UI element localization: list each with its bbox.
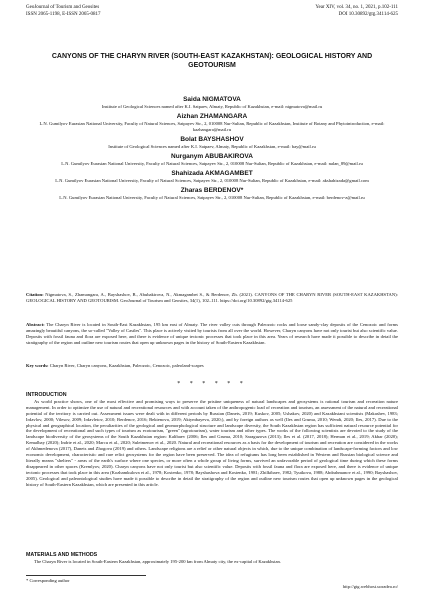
author-affiliation: Institute of Geological Sciences named after K.I. Satpaev, Almaty, Republic of Kazakhstan, e-mail: nigmatova@mail.ru	[101, 104, 323, 109]
issn: ISSN 2065-1198, E-ISSN 2065-0817	[26, 11, 101, 17]
author-name: Bolat BAYSHASHOV	[180, 136, 244, 143]
methods-section	[26, 553, 398, 565]
author-affiliation: Institute of Geological Sciences named after K.I. Satpaev, Almaty, Republic of Kazakhstan, e-mail: bay@mail.ru	[108, 144, 316, 149]
author-affiliation: L.N. Gumilyov Eurasian National University, Faculty of Natural Sciences, Satpayev Str., 2, 010008 Nur-Sultan, Republic of Kazakhstan, e-mail: nalan_89@mail.ru	[61, 161, 363, 166]
journal-header-left	[26, 5, 101, 18]
author-name: Saida NIGMATOVA	[183, 96, 241, 103]
introduction-text: As world practice shows, one of the most effective and promising ways to preserve the pristine uniqueness of natural landscapes and geosystems is rational tourism and recreation nature management. In order to optimize the use of natural and recreational resources and with account taken of the anthropogenic load of recreation and tourism, an assessment of the natural and recreational potential of the territory is carried out. Assessment issues were dealt with in different periods by Russian (Danets, 2019; Kuskov, 2005; Ushakov, 2020) and Kazakhstani scientists (Makashev, 1983; Irdavlov, 2000; Vilesov, 2009; Irdavletov, 2010; Berdenov, 2016; Bektenova, 2019; Aktymbayeva, 2020;), and by foreign authors as well (Iles and Gruma, 2010; Wendt, 2020; Iles, 2017). Due to the physical and geographical location, the peculiarities of the geological and geomorphological structure and landscape diversity, the South Kazakhstan region has sufficient natural resource potential for the development of recreational and such types of tourism as ecotourism, "green" (agrotourism), water tourism and other types. The works of the following scientists are devoted to the study of the landscape biodiversity of the geosystems of the South Kazakhstan region: Kalibaev (2006; Iles and Gruma, 2010; Saraguzova (2013); Iles et al. (2017, 2018); Herman et al., 2019; Akbar (2020); Kemalbay (2020); Indrie et al., 2020; Marcu et al., 2020; Suleimenov et al., 2020. Natural and recreational resources as a basis for the development of tourism and recreation are considered in the works of Akhmedenova (2017), Danets and Zhogova (2019) and others. Landscape religions are a relief or other natural objects in which, due to the unique combination of landscape-forming factors and low economic development, characteristic and rare relict geosystems for the region have been preserved. The idea of refugiums has long been established in Western and Russian biological science and literally means "shelters" - areas of the earth's surface where one species, or more often a whole group of living forms, survived an unfavorable period of geological time during which these forms disappeared in other spaces (Kremlyov, 2020). Charyn canyons have not only tourist but also scientific value. Deposits with fossil fauna and flora are exposed here, and there is evidence of unique tectonic processes that took place in this area (Kozhamkulova et al., 1978; Kostenko, 1978; Bayshashova and Kostenko, 1981; Zhilkibaev, 1982; Tyutkova, 1988; Abdrahmanov et al., 1990; Bayshashov, 2005). Geological and paleontological studies have made it possible to describe in detail the stratigraphy of the region and outline new tourism routes that open up unknown pages in the geological history of South-Eastern Kazakhstan, which are presented in this article.	[26, 398, 398, 487]
author-affiliation: L.N. Gumilyov Eurasian National University, Faculty of Natural Sciences, Satpayev Str., 2, 010008 Nur-Sultan, Republic of Kazakhstan, e-mail: berdenov-z@mail.ru	[59, 195, 365, 200]
citation	[26, 292, 398, 304]
author-name: Nurganym ABUBAKIROVA	[171, 153, 253, 160]
introduction-section	[26, 393, 398, 488]
author-block	[30, 187, 394, 201]
author-name: Aizhan ZHAMANGARA	[176, 113, 248, 120]
journal-header-right	[315, 5, 398, 18]
introduction-heading: INTRODUCTION	[26, 392, 67, 398]
citation-text: Nigmatova, S., Zhamangara, A., Bayshashov, B., Abubakirova, N., Akmagambet S., & Berdenov, Zh. (2021). CANYONS OF THE CHARYN RIVER (SOUTH-EAST KAZAKHSTAN): GEOLOGICAL HISTORY AND GEOTOURISM. GeoJournal of Tourism and Geosites, 34(1), 102–111. https://doi.org/10.30892/gtg.34114-625	[26, 292, 398, 303]
author-affiliation: L.N. Gumilyov Eurasian National University, Faculty of Natural Sciences, Satpayev Str., 2, 010008 Nur-Sultan, Republic of Kazakhstan, Institute of Botany and Phytointroduction, e-mail: kazhangara@mail.ru	[39, 121, 385, 132]
article-title: CANYONS OF THE CHARYN RIVER (SOUTH-EAST KAZAKHSTAN): GEOLOGICAL HISTORY AND GEOTOURISM	[51, 53, 373, 69]
footer-url[interactable]: http://gtg.webhost.uoradea.ro/	[342, 584, 398, 589]
volume-info: Year XIV, vol. 34, no. 1, 2021, p.102-111	[315, 5, 398, 10]
section-separator: * * * * * *	[177, 381, 247, 387]
author-name: Zharas BERDENOV*	[180, 187, 244, 194]
citation-label: Citation:	[26, 292, 44, 297]
author-block	[30, 96, 394, 110]
author-block	[30, 153, 394, 167]
author-block	[30, 170, 394, 184]
methods-text: The Charyn River is located in South-Eastern Kazakhstan, approximately 195-200 km from Almaty city, the ex-capital of Kazakhstan.	[34, 558, 281, 564]
journal-name: GeoJournal of Tourism and Geosites	[26, 5, 100, 10]
author-block	[30, 113, 394, 133]
keywords	[26, 363, 398, 369]
doi: DOI 10.30892/gtg.34114-625	[338, 11, 398, 17]
abstract-text: The Charyn River is located in South-East Kazakhstan, 195 km east of Almaty. The river valley cuts through Paleozoic rocks and loose sandy-clay deposits of the Cenozoic and forms amazingly beautiful canyons, the so-called "Valley of Castles". This place is actively visited by tourists from all over the world. However, Charyn canyons have not only tourist but also scientific value. Deposits with fossil fauna and flora are exposed here, and there is evidence of unique tectonic processes that took place in this area. Years of research have made it possible to describe in detail the stratigraphy of the region and outline new tourism routes that open up unknown pages in the history of South-Eastern Kazakhstan.	[26, 322, 398, 345]
author-name: Shahizada AKMAGAMBET	[171, 170, 253, 177]
abstract-label: Abstract:	[26, 322, 45, 327]
keywords-text: Charyn River, Charyn canyons, Kazakhstan, Paleozoic, Cenozoic, paleoland-scapes	[49, 363, 204, 368]
keywords-label: Key words:	[26, 363, 49, 368]
footnote: * Corresponding author	[26, 575, 146, 583]
author-list	[30, 96, 394, 204]
author-affiliation: L.N. Gumilyov Eurasian National University, Faculty of Natural Sciences, Satpayev Str., 2, 010008 Nur-Sultan, Republic of Kazakhstan, e-mail: akshahizada@gmail.com	[55, 178, 369, 183]
abstract	[26, 322, 398, 346]
methods-heading: MATERIALS AND METHODS	[26, 552, 98, 558]
author-block	[30, 136, 394, 150]
